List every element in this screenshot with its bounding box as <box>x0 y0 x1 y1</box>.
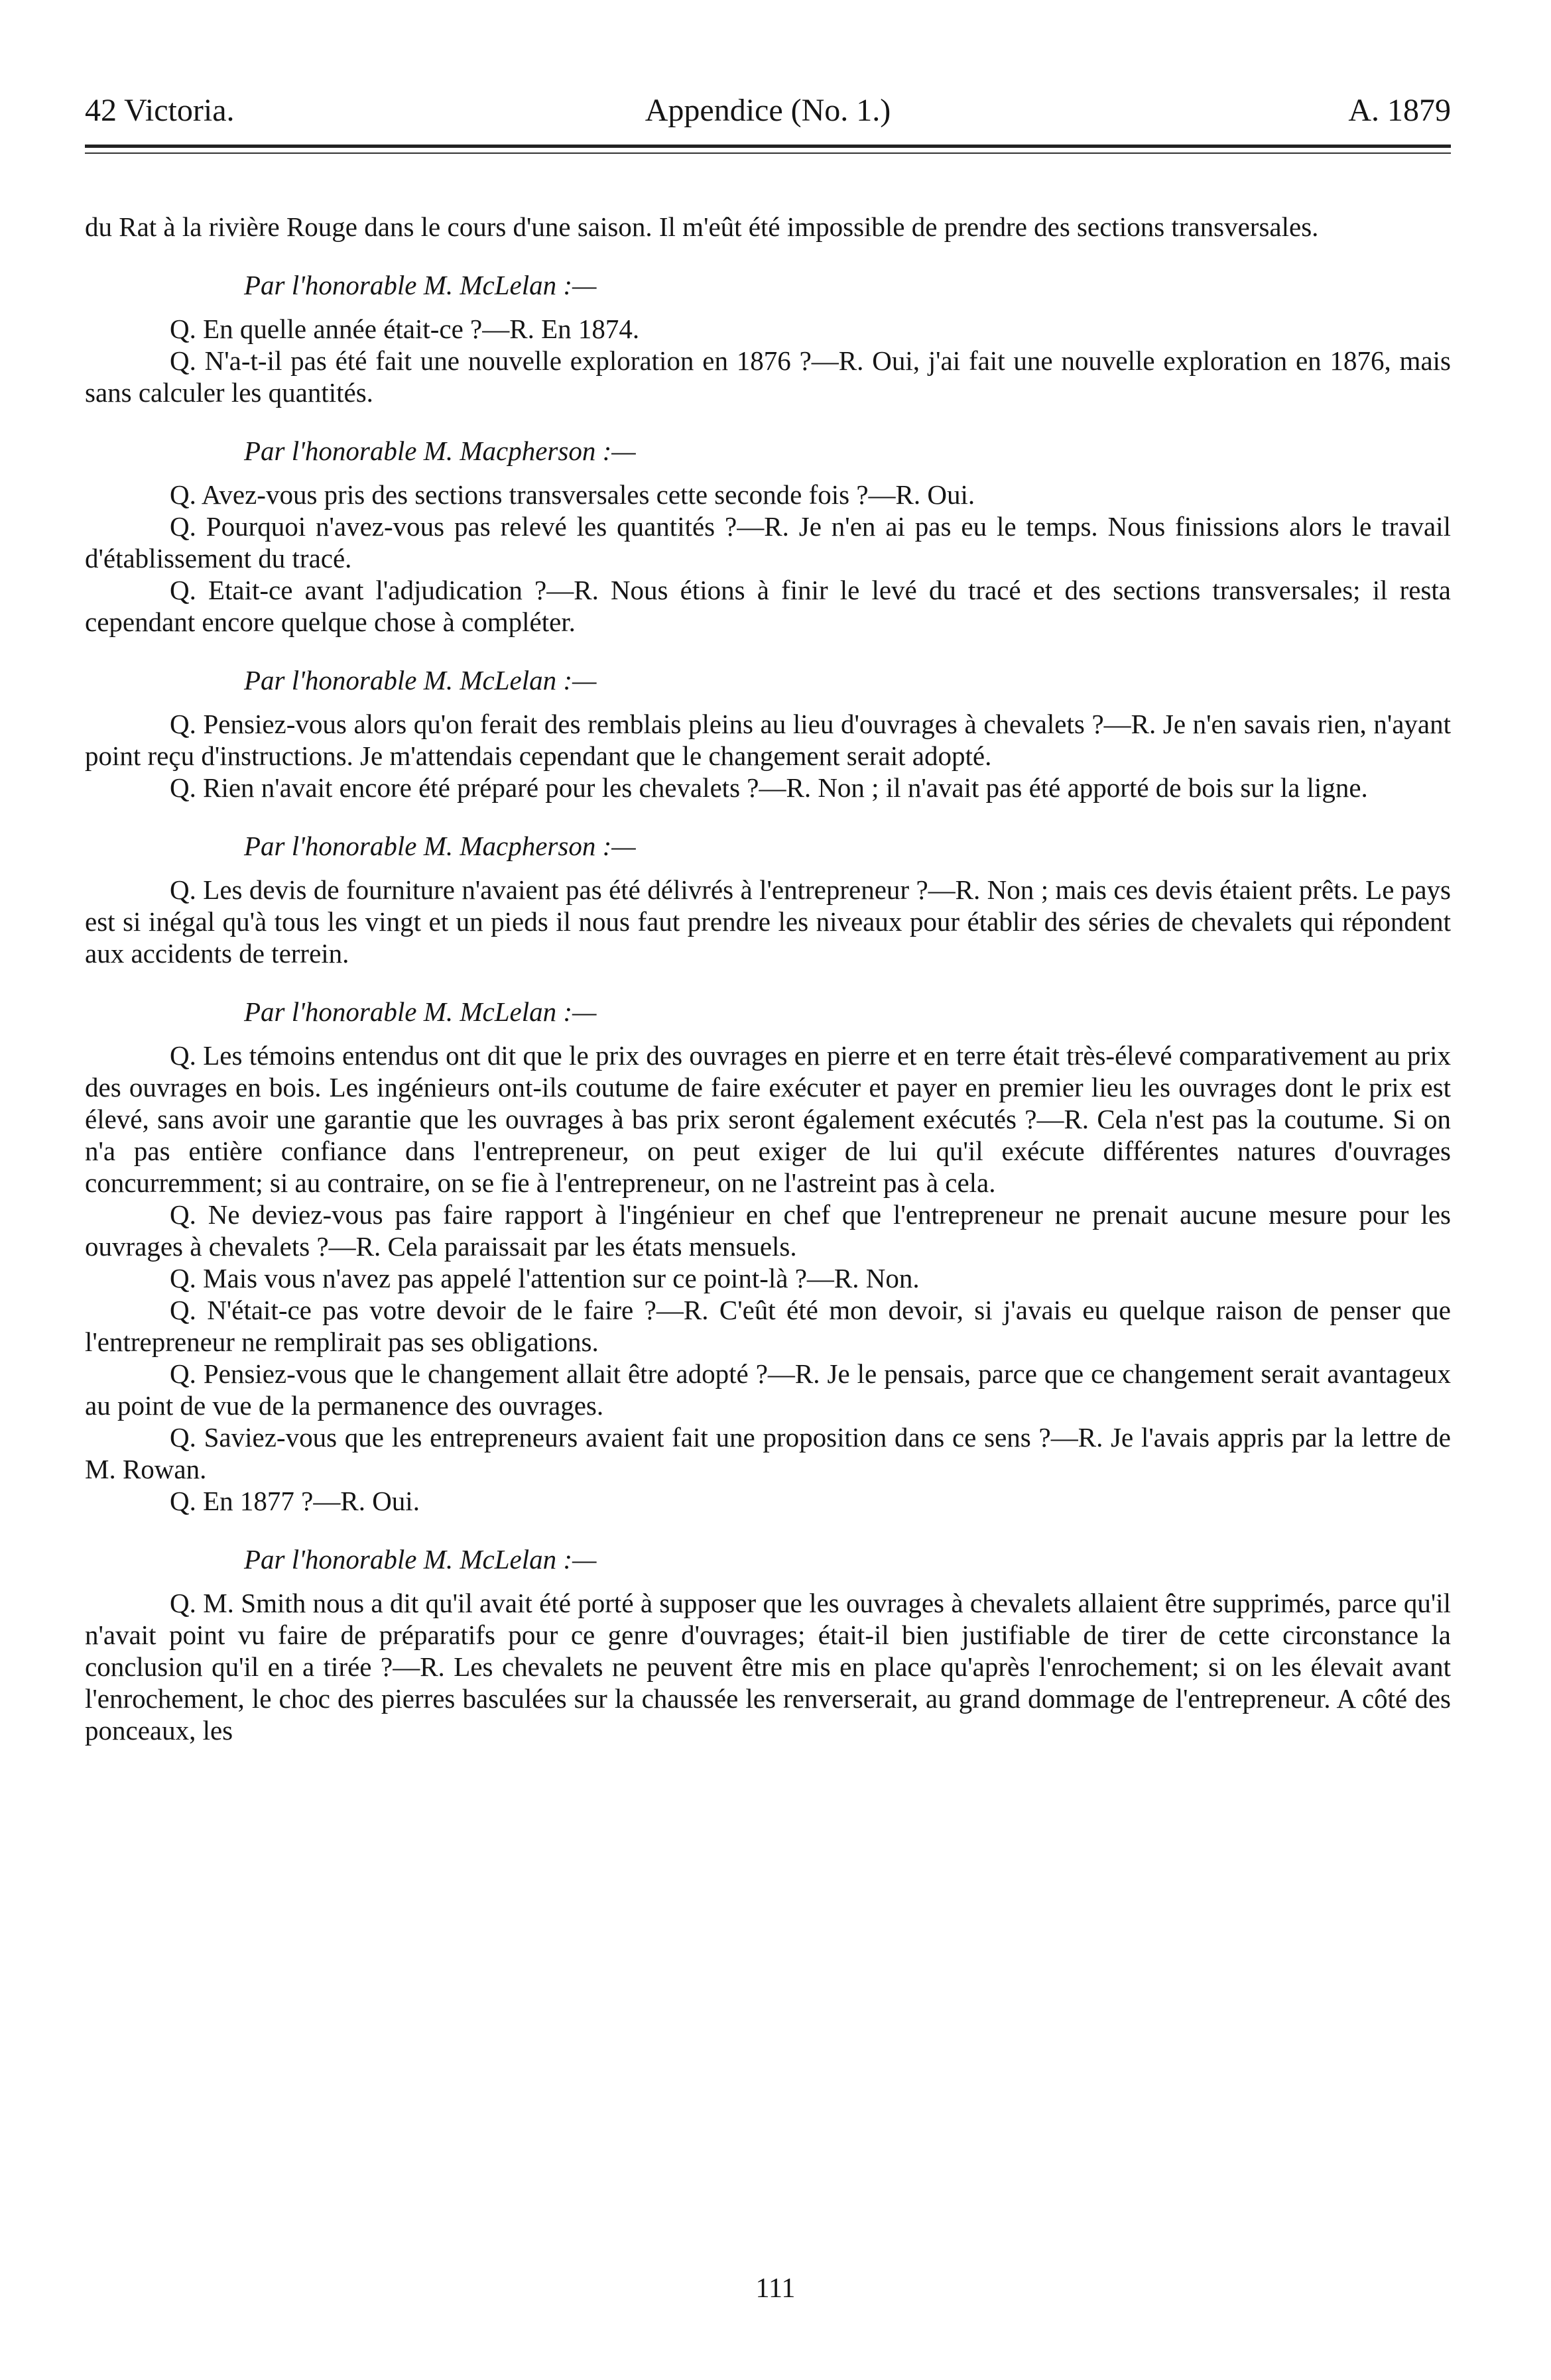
qa-paragraph: Q. Rien n'avait encore été préparé pour les chevalets ?—R. Non ; il n'avait pas été apporté de bois sur la ligne. <box>170 772 1368 803</box>
header-rule-thin <box>85 152 1451 154</box>
header-rule-thick <box>85 145 1451 148</box>
speaker-heading: Par l'honorable M. McLelan :— <box>244 665 597 695</box>
header-session: 42 Victoria. <box>85 93 235 128</box>
qa-paragraph: Q. En quelle année était-ce ?—R. En 1874. <box>170 314 640 344</box>
continued-paragraph: du Rat à la rivière Rouge dans le cours d'une saison. Il m'eût été impossible de prendre des sections transversales. <box>85 211 1319 242</box>
header-appendix: Appendice (No. 1.) <box>645 93 891 128</box>
qa-paragraph: Q. Les devis de fourniture n'avaient pas été délivrés à l'entrepreneur ?—R. Non ; mais ces devis étaient prêts. Le pays est si inégal qu'à tous les vingt et un pieds il nous faut prendre les niveaux pour établir des séries de chevalets qui répondent aux accidents de terrein. <box>85 874 1451 969</box>
qa-paragraph: Q. Saviez-vous que les entrepreneurs avaient fait une proposition dans ce sens ?—R. Je l'avais appris par la lettre de M. Rowan. <box>85 1422 1451 1484</box>
qa-paragraph: Q. Etait-ce avant l'adjudication ?—R. Nous étions à finir le levé du tracé et des sections transversales; il resta cependant encore quelque chose à compléter. <box>85 575 1451 637</box>
speaker-heading: Par l'honorable M. McLelan :— <box>244 270 597 300</box>
header-year: A. 1879 <box>1348 93 1451 128</box>
qa-paragraph: Q. Pourquoi n'avez-vous pas relevé les quantités ?—R. Je n'en ai pas eu le temps. Nous finissions alors le travail d'établissement du tracé. <box>85 511 1451 573</box>
speaker-heading: Par l'honorable M. Macpherson :— <box>244 436 636 466</box>
qa-paragraph: Q. M. Smith nous a dit qu'il avait été porté à supposer que les ouvrages à chevalets allaient être supprimés, parce qu'il n'avait point vu faire de préparatifs pour ce genre d'ouvrages; était-il bien justifiable de tirer de cette circonstance la conclusion qu'il en a tirée ?—R. Les chevalets ne peuvent être mis en place qu'après l'enrochement; si on les élevait avant l'enrochement, le choc des pierres basculées sur la chaussée les renverserait, au grand dommage de l'entrepreneur. A côté des ponceaux, les <box>85 1588 1451 1746</box>
speaker-heading: Par l'honorable M. McLelan :— <box>244 996 597 1027</box>
qa-paragraph: Q. Pensiez-vous alors qu'on ferait des remblais pleins au lieu d'ouvrages à chevalets ?—R. Je n'en savais rien, n'ayant point reçu d'instructions. Je m'attendais cependant que le changement serait adopté. <box>85 709 1451 771</box>
speaker-heading: Par l'honorable M. Macpherson :— <box>244 831 636 861</box>
testimony-body <box>85 211 1451 1746</box>
qa-paragraph: Q. Avez-vous pris des sections transversales cette seconde fois ?—R. Oui. <box>170 479 975 510</box>
speaker-heading: Par l'honorable M. McLelan :— <box>244 1544 597 1575</box>
running-header <box>85 88 1451 134</box>
qa-paragraph: Q. N'a-t-il pas été fait une nouvelle exploration en 1876 ?—R. Oui, j'ai fait une nouvelle exploration en 1876, mais sans calculer les quantités. <box>85 345 1451 408</box>
qa-paragraph: Q. Pensiez-vous que le changement allait être adopté ?—R. Je le pensais, parce que ce changement serait avantageux au point de vue de la permanence des ouvrages. <box>85 1358 1451 1421</box>
qa-paragraph: Q. Mais vous n'avez pas appelé l'attention sur ce point-là ?—R. Non. <box>170 1263 920 1293</box>
qa-paragraph: Q. En 1877 ?—R. Oui. <box>170 1486 420 1516</box>
qa-paragraph: Q. Ne deviez-vous pas faire rapport à l'ingénieur en chef que l'entrepreneur ne prenait aucune mesure pour les ouvrages à chevalets ?—R. Cela paraissait par les états mensuels. <box>85 1199 1451 1262</box>
page-number: 111 <box>755 2273 796 2304</box>
qa-paragraph: Q. N'était-ce pas votre devoir de le faire ?—R. C'eût été mon devoir, si j'avais eu quelque raison de penser que l'entrepreneur ne remplirait pas ses obligations. <box>85 1295 1451 1357</box>
qa-paragraph: Q. Les témoins entendus ont dit que le prix des ouvrages en pierre et en terre était très-élevé comparativement au prix des ouvrages en bois. Les ingénieurs ont-ils coutume de faire exécuter et payer en premier lieu les ouvrages dont le prix est élevé, sans avoir une garantie que les ouvrages à bas prix seront également exécutés ?—R. Cela n'est pas la coutume. Si on n'a pas entière confiance dans l'entrepreneur, on peut exiger de lui qu'il exécute différentes natures d'ouvrages concurremment; si au contraire, on se fie à l'entrepreneur, on ne l'astreint pas à cela. <box>85 1040 1451 1198</box>
